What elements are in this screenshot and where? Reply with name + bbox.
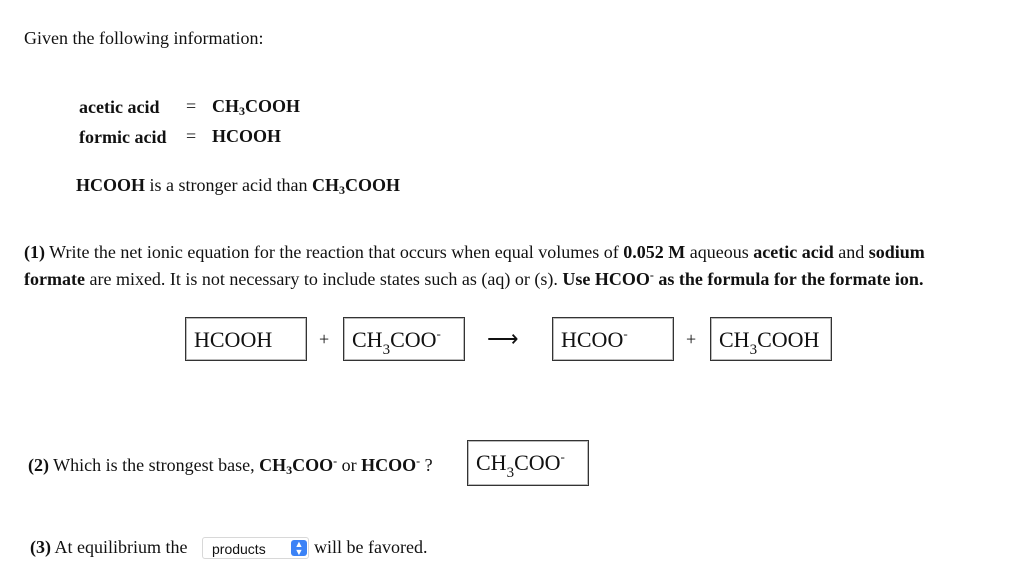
question-1-line-1: (1) Write the net ionic equation for the reaction that occurs when equal volumes of 0.052 M aqueous acetic acid and sodium — [24, 242, 925, 262]
product-1-box[interactable]: HCOO- — [552, 317, 674, 361]
question-3-suffix: will be favored. — [314, 537, 428, 557]
product-2-box[interactable]: $CH_3COOH$ — [710, 317, 832, 361]
plus-sign: + — [686, 329, 697, 349]
question-3-text: (3) At equilibrium the — [30, 537, 188, 557]
select-stepper-icon: ▲ ▼ — [291, 540, 307, 556]
question-2-text: (2) Which is the strongest base, $CH_3COO^-$ or HCOO- ? — [28, 454, 433, 477]
strongest-base-answer-box[interactable]: $CH_3COO^-$ — [467, 440, 589, 486]
reactant-2-box[interactable]: $CH_3COO^-$ — [343, 317, 465, 361]
equals-sign: = — [186, 126, 197, 146]
formic-acid-label: formic acid — [79, 127, 167, 147]
equilibrium-select[interactable]: products ▲ ▼ — [202, 537, 309, 559]
reactant-1-box[interactable]: HCOOH — [185, 317, 307, 361]
equals-sign: = — [186, 96, 197, 116]
question-1-line-2: formate are mixed. It is not necessary to include states such as (aq) or (s). Use HCOO- as the formula for the formate ion. — [24, 268, 924, 289]
stronger-acid-statement: HCOOH is a stronger acid than $CH_3COOH$ — [76, 175, 400, 197]
intro-text: Given the following information: — [24, 28, 264, 48]
plus-sign: + — [319, 329, 330, 349]
formic-acid-formula: HCOOH — [212, 126, 282, 146]
acetic-acid-label: acetic acid — [79, 97, 160, 117]
reaction-arrow-icon: ⟶ — [487, 326, 519, 351]
acetic-acid-formula: $CH_3COOH$ — [212, 96, 301, 118]
